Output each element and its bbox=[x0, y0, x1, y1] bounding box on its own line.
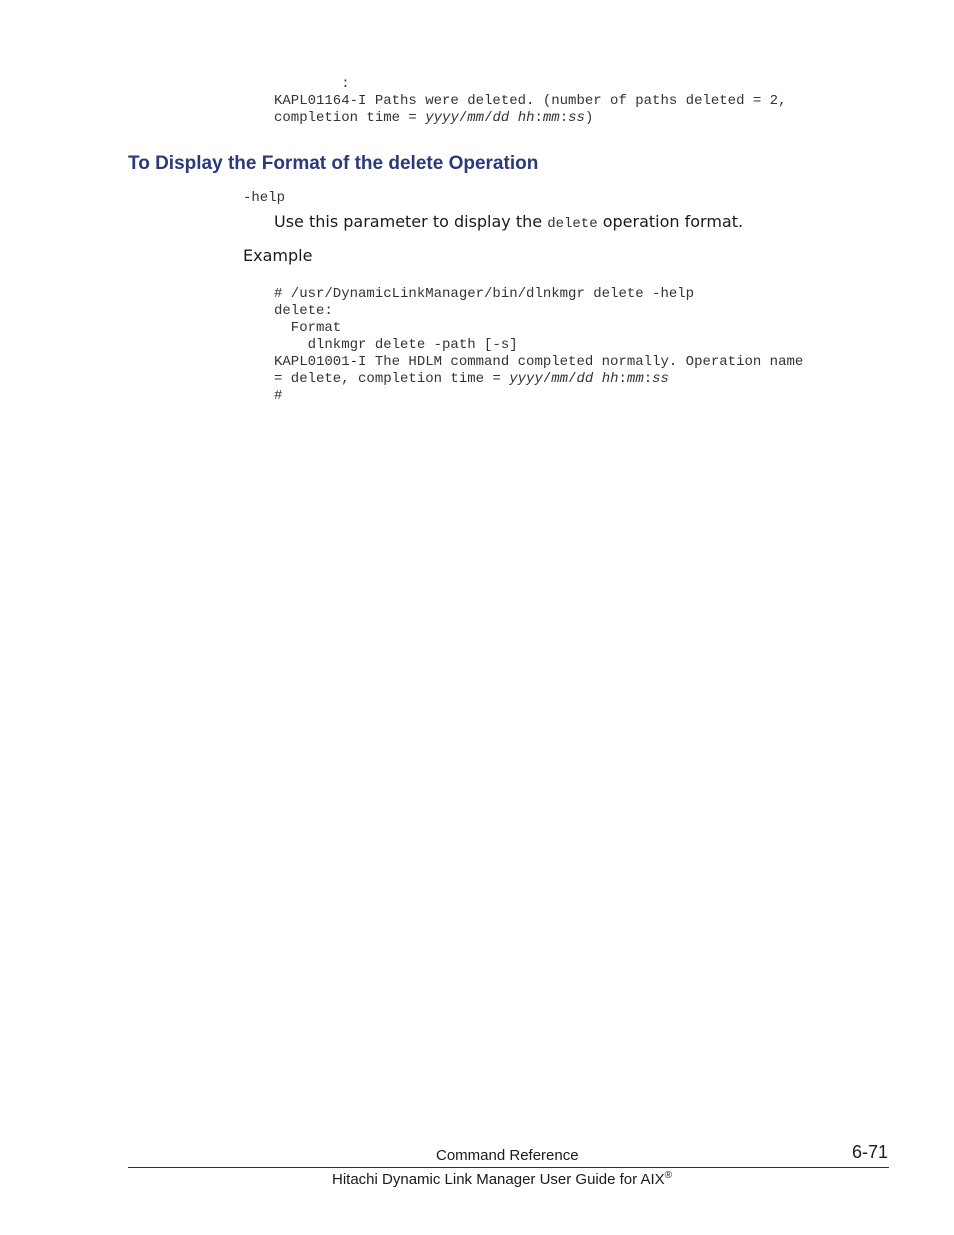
code-line: Format bbox=[274, 320, 342, 336]
code-line: delete: bbox=[274, 303, 333, 319]
code-text: = delete, completion time = bbox=[274, 371, 510, 387]
code-line: dlnkmgr delete -path [-s] bbox=[274, 337, 518, 353]
code-italic: hh bbox=[601, 371, 619, 387]
code-italic: ss bbox=[568, 110, 585, 126]
code-line: KAPL01001-I The HDLM command completed normally. Operation name bbox=[274, 354, 804, 370]
code-text: / bbox=[542, 371, 552, 387]
code-italic: mm bbox=[542, 110, 560, 126]
code-text: completion time = bbox=[274, 110, 426, 126]
code-text: / bbox=[484, 110, 493, 126]
code-italic: dd bbox=[492, 110, 510, 126]
code-italic: yyyy bbox=[425, 110, 459, 126]
description-text: operation format. bbox=[597, 212, 744, 231]
description-text: Use this parameter to display the bbox=[274, 212, 548, 231]
code-line: # bbox=[274, 388, 283, 404]
code-line bbox=[274, 110, 593, 126]
example-code-block bbox=[274, 286, 803, 405]
code-text: : bbox=[618, 371, 627, 387]
parameter-description bbox=[274, 212, 743, 232]
footer-page-number: 6-71 bbox=[851, 1142, 888, 1162]
code-italic: dd bbox=[576, 371, 594, 387]
code-text: ) bbox=[584, 110, 594, 126]
code-text bbox=[593, 371, 601, 387]
registered-mark: ® bbox=[664, 1170, 673, 1181]
footer-section-name: Command Reference bbox=[436, 1147, 579, 1164]
code-text: / bbox=[568, 371, 577, 387]
code-italic: ss bbox=[652, 371, 669, 387]
code-line: # /usr/DynamicLinkManager/bin/dlnkmgr delete -help bbox=[274, 286, 695, 302]
code-line: : bbox=[274, 76, 350, 92]
code-text: / bbox=[458, 110, 468, 126]
code-text bbox=[509, 110, 517, 126]
code-italic: hh bbox=[517, 110, 535, 126]
footer-divider bbox=[128, 1167, 889, 1168]
code-italic: yyyy bbox=[509, 371, 543, 387]
code-italic: mm bbox=[626, 371, 644, 387]
code-text: : bbox=[643, 371, 653, 387]
section-heading: To Display the Format of the delete Operation bbox=[128, 153, 539, 174]
code-line: KAPL01164-I Paths were deleted. (number of paths deleted = 2, bbox=[274, 93, 787, 109]
code-text: : bbox=[559, 110, 569, 126]
code-italic: mm bbox=[551, 371, 569, 387]
inline-code: delete bbox=[547, 216, 598, 232]
code-italic: mm bbox=[467, 110, 485, 126]
code-line bbox=[274, 371, 669, 387]
book-title-text: Hitachi Dynamic Link Manager User Guide for AIX bbox=[332, 1171, 665, 1188]
code-text: : bbox=[534, 110, 543, 126]
example-label: Example bbox=[243, 246, 313, 265]
parameter-name: -help bbox=[243, 190, 286, 206]
top-code-block bbox=[274, 76, 786, 127]
footer-book-title bbox=[332, 1171, 672, 1188]
